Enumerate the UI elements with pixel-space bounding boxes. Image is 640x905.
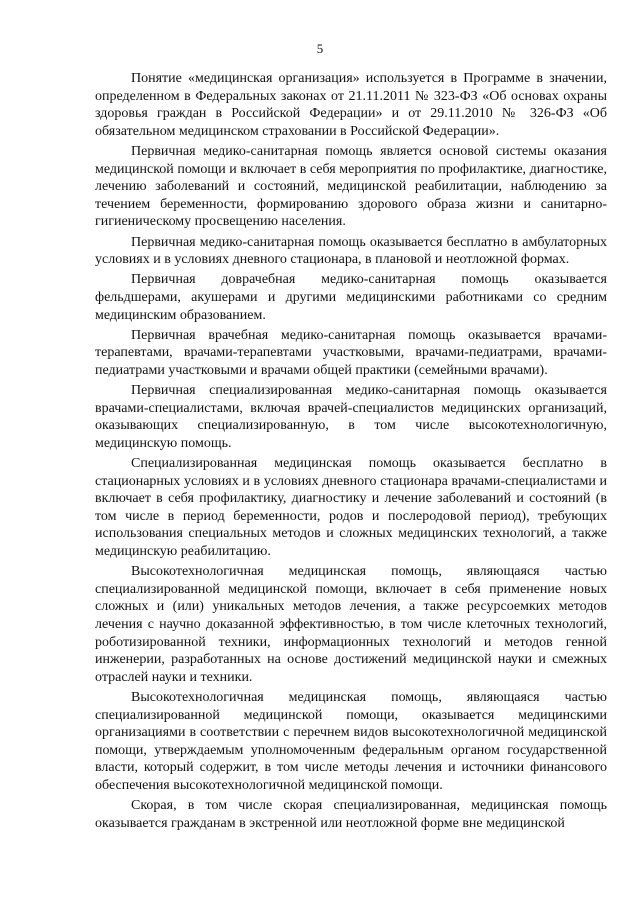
paragraph-high-tech-care-provision: Высокотехнологичная медицинская помощь, являющаяся частью специализированной медицинской помощи, оказывается медицинскими организациями в соответствии с перечнем видов высокотехнологичной медицинской помощи, утверждаемым уполномоченным федеральным органом государственной власти, который содержит, в том числе методы лечения и источники финансового обеспечения высокотехнологичной медицинской помощи.	[95, 689, 607, 793]
paragraph-medical-organization-definition: Понятие «медицинская организация» используется в Программе в значении, определенном в Федеральных законах от 21.11.2011 № 323-ФЗ «Об основах охраны здоровья граждан в Российской Федерации» и от 29.11.2010 № 326-ФЗ «Об обязательном медицинском страховании в Российской Федерации».	[95, 71, 607, 139]
paragraph-primary-care-basis: Первичная медико-санитарная помощь является основой системы оказания медицинской помощи и включает в себя мероприятия по профилактике, диагностике, лечению заболеваний и состояний, медицинской реабилитации, наблюдению за течением беременности, формированию здорового образа жизни и санитарно-гигиеническому просвещению населения.	[95, 143, 607, 230]
document-body	[95, 70, 607, 835]
paragraph-specialized-primary-care: Первичная специализированная медико-санитарная помощь оказывается врачами-специалистами, включая врачей-специалистов медицинских организаций, оказывающих специализированную, в том числе высокотехнологичную, медицинскую помощь.	[95, 383, 607, 451]
paragraph-doctor-primary-care: Первичная врачебная медико-санитарная помощь оказывается врачами-терапевтами, врачами-терапевтами участковыми, врачами-педиатрами, врачами-педиатрами участковыми и врачами общей практики (семейными врачами).	[95, 327, 607, 378]
paragraph-high-tech-care: Высокотехнологичная медицинская помощь, являющаяся частью специализированной медицинской помощи, включает в себя применение новых сложных и (или) уникальных методов лечения, а также ресурсоемких методов лечения с научно доказанной эффективностью, в том числе клеточных технологий, роботизированной техники, информационных технологий и методов генной инженерии, разработанных на основе достижений медицинской науки и смежных отраслей науки и техники.	[95, 564, 607, 685]
paragraph-emergency-care: Скорая, в том числе скорая специализированная, медицинская помощь оказывается гражданам в экстренной или неотложной форме вне медицинской	[95, 798, 607, 831]
page-number: 5	[316, 41, 324, 56]
paragraph-specialized-care: Специализированная медицинская помощь оказывается бесплатно в стационарных условиях и в условиях дневного стационара врачами-специалистами и включает в себя профилактику, диагностику и лечение заболеваний и состояний (в том числе в период беременности, родов и послеродовой период), требующих использования специальных методов и сложных медицинских технологий, а также медицинскую реабилитацию.	[95, 456, 607, 559]
paragraph-primary-care-free: Первичная медико-санитарная помощь оказывается бесплатно в амбулаторных условиях и в условиях дневного стационара, в плановой и неотложной формах.	[95, 234, 607, 268]
paragraph-pre-doctor-care: Первичная доврачебная медико-санитарная помощь оказывается фельдшерами, акушерами и другими медицинскими работниками со средним медицинским образованием.	[95, 272, 607, 323]
